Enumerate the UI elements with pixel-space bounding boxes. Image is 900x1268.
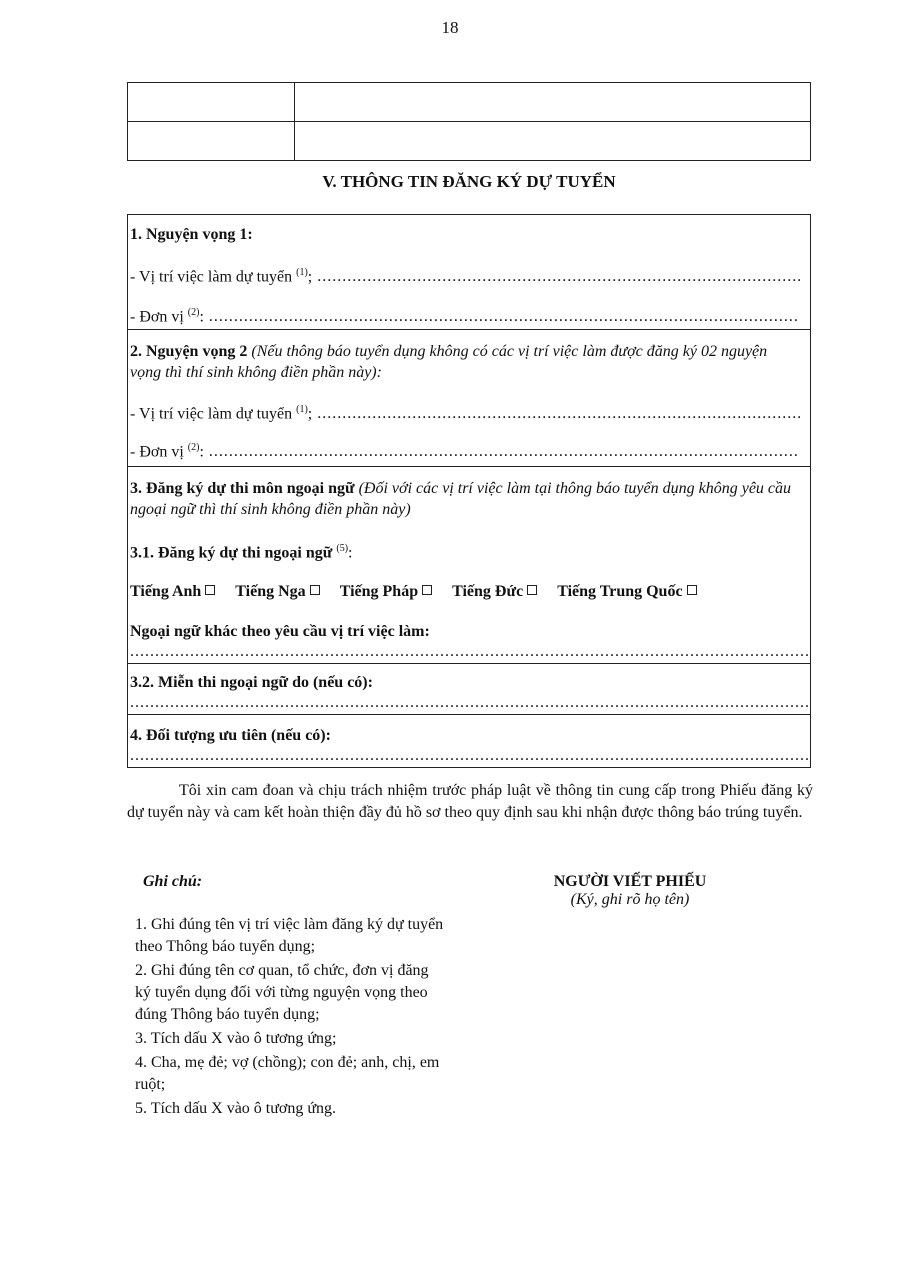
priority-field[interactable]	[128, 747, 810, 765]
footnote-ref: (2)	[187, 307, 200, 318]
wish2-heading: 2. Nguyện vọng 2	[130, 343, 248, 360]
signer-title: NGƯỜI VIẾT PHIẾU	[553, 873, 707, 890]
table-row	[128, 122, 811, 161]
wish2-note: (Nếu thông báo tuyển dụng không có các vị trí việc làm được đăng ký 02 nguyện vọng thì thí sinh không điền phần này):	[130, 343, 768, 381]
wish1-heading: 1. Nguyện vọng 1:	[130, 226, 253, 243]
foreign-language-note: (Đối với các vị trí việc làm tại thông báo tuyển dụng không yêu cầu ngoại ngữ thì thí sinh không điền phần này)	[130, 480, 792, 518]
field-label: - Đơn vị	[130, 308, 184, 326]
option-label: Tiếng Đức	[452, 583, 524, 600]
footnote-ref: (5)	[336, 543, 349, 554]
field-suffix: ;	[307, 268, 313, 286]
field-label: - Vị trí việc làm dự tuyển	[130, 405, 293, 423]
note-item: 5. Tích dấu X vào ô tương ứng.	[135, 1100, 337, 1117]
footnote-ref: (2)	[187, 442, 200, 453]
wish2-block	[128, 330, 810, 467]
header-table	[127, 82, 811, 161]
field-label: - Vị trí việc làm dự tuyển	[130, 268, 293, 286]
checkbox[interactable]	[687, 585, 697, 595]
field-suffix: :	[348, 544, 353, 562]
note-item: 1. Ghi đúng tên vị trí việc làm đăng ký dự tuyển theo Thông báo tuyển dụng;	[135, 916, 444, 955]
wish2-unit-field[interactable]	[128, 442, 800, 461]
dotted-line	[130, 694, 810, 711]
option-label: Tiếng Nga	[235, 583, 306, 600]
field-label: - Đơn vị	[130, 443, 184, 461]
footnote-ref: (1)	[296, 404, 308, 415]
signer-subtitle: (Ký, ghi rõ họ tên)	[570, 891, 690, 908]
wish1-position-field[interactable]	[128, 267, 800, 286]
wish2-heading-block	[130, 341, 800, 383]
notes-title: Ghi chú:	[143, 873, 203, 890]
option-french[interactable]	[340, 583, 432, 601]
option-label: Tiếng Trung Quốc	[557, 583, 683, 600]
sub-heading-text: 3.1. Đăng ký dự thi ngoại ngữ	[130, 544, 333, 562]
exemption-block	[128, 664, 810, 715]
signer-block	[500, 873, 760, 909]
note-item: 2. Ghi đúng tên cơ quan, tổ chức, đơn vị đăng ký tuyển dụng đối với từng nguyện vọng theo đúng Thông báo tuyển dụng;	[135, 962, 429, 1023]
wish1-block	[128, 215, 810, 330]
table-cell[interactable]	[295, 122, 811, 161]
option-label: Tiếng Pháp	[339, 583, 419, 600]
language-register-heading	[128, 543, 353, 562]
checkbox[interactable]	[422, 585, 432, 595]
option-russian[interactable]	[235, 583, 319, 601]
table-cell[interactable]	[295, 83, 811, 122]
field-suffix: ;	[307, 405, 313, 423]
wish2-position-field[interactable]	[128, 404, 800, 423]
option-english[interactable]	[130, 583, 215, 601]
language-options	[128, 583, 717, 601]
dotted-line	[130, 747, 810, 764]
registration-form	[127, 214, 811, 768]
section-title: V. THÔNG TIN ĐĂNG KÝ DỰ TUYỂN	[322, 172, 616, 191]
commitment-text: Tôi xin cam đoan và chịu trách nhiệm trước pháp luật về thông tin cung cấp trong Phiếu đăng ký dự tuyển này và cam kết hoàn thiện đầy đủ hồ sơ theo quy định sau khi nhận được thông báo trúng tuyển.	[127, 782, 813, 821]
option-german[interactable]	[452, 583, 537, 601]
table-cell[interactable]	[128, 83, 295, 122]
priority-block	[128, 715, 810, 767]
notes-list	[135, 914, 445, 1122]
exemption-field[interactable]	[128, 694, 810, 712]
option-chinese[interactable]	[557, 583, 696, 601]
page-number: 18	[441, 18, 459, 37]
option-label: Tiếng Anh	[130, 583, 202, 600]
table-row	[128, 83, 811, 122]
checkbox[interactable]	[205, 585, 215, 595]
other-language-label: Ngoại ngữ khác theo yêu cầu vị trí việc làm:	[130, 623, 430, 640]
dotted-line	[204, 443, 800, 460]
dotted-line	[204, 308, 800, 325]
other-language-field[interactable]	[128, 643, 810, 661]
note-item: 3. Tích dấu X vào ô tương ứng;	[135, 1030, 337, 1047]
foreign-language-heading-block	[130, 478, 800, 520]
footnote-ref: (1)	[296, 267, 308, 278]
dotted-line	[312, 268, 800, 285]
dotted-line	[312, 405, 800, 422]
exemption-label: 3.2. Miễn thi ngoại ngữ do (nếu có):	[130, 674, 373, 691]
foreign-language-heading: 3. Đăng ký dự thi môn ngoại ngữ	[130, 480, 355, 497]
dotted-line	[130, 643, 810, 660]
wish1-unit-field[interactable]	[128, 307, 800, 326]
checkbox[interactable]	[310, 585, 320, 595]
note-item: 4. Cha, mẹ đẻ; vợ (chồng); con đẻ; anh, chị, em ruột;	[135, 1054, 440, 1093]
field-suffix: :	[199, 308, 204, 326]
table-cell[interactable]	[128, 122, 295, 161]
checkbox[interactable]	[527, 585, 537, 595]
priority-label: 4. Đối tượng ưu tiên (nếu có):	[130, 727, 331, 744]
field-suffix: :	[199, 443, 204, 461]
foreign-language-block	[128, 467, 810, 664]
